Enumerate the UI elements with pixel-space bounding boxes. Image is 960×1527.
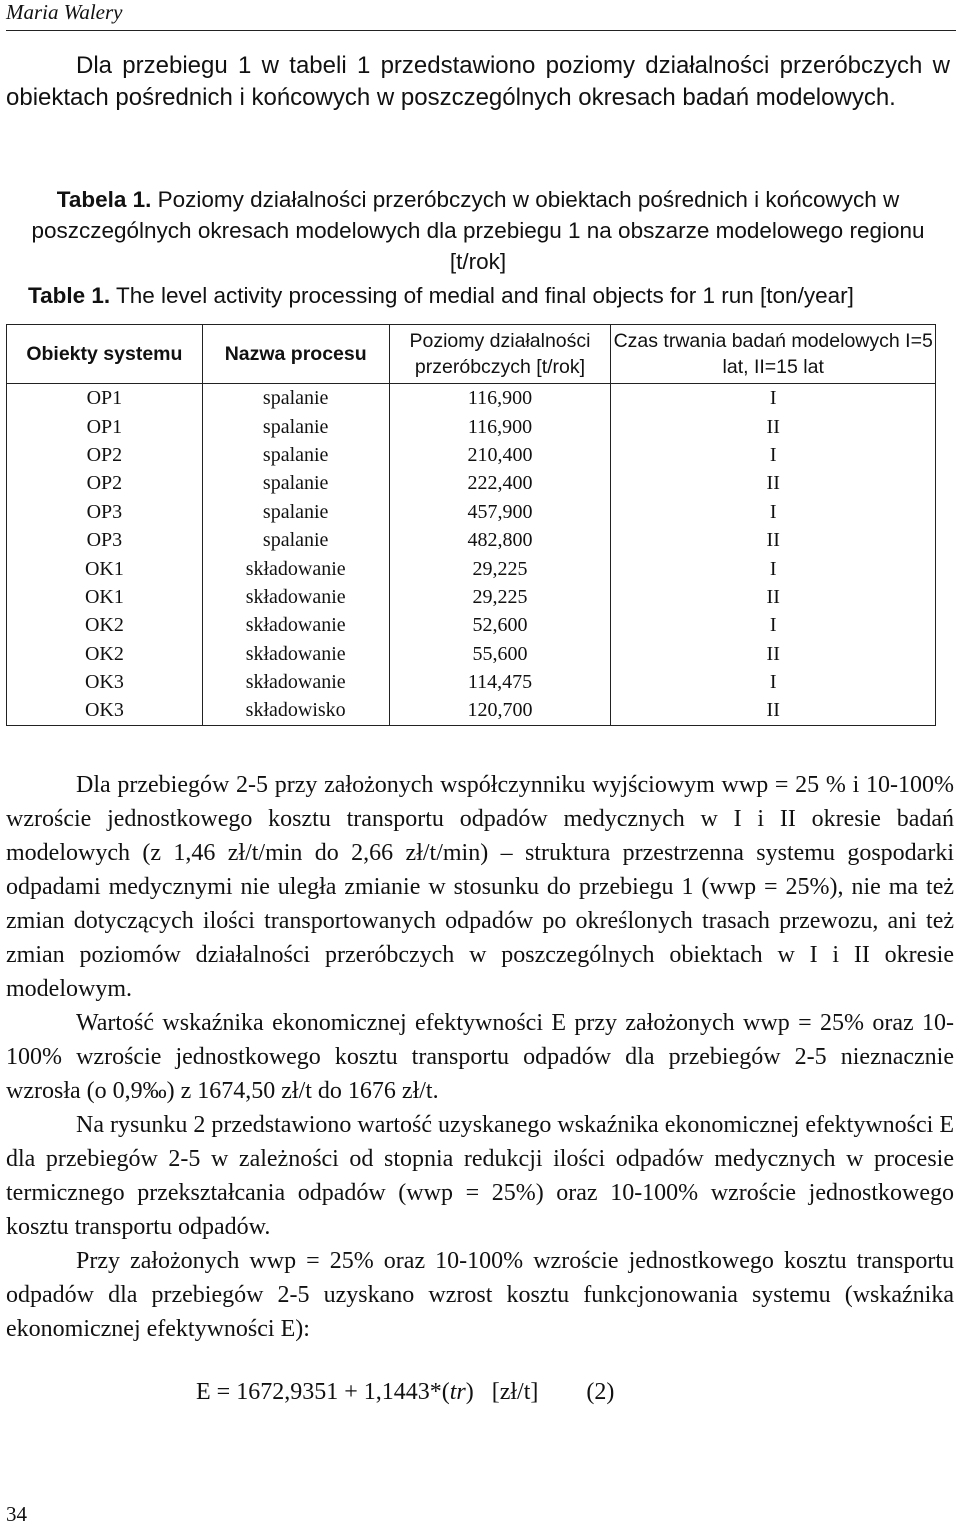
table-row bbox=[7, 441, 936, 469]
table-row bbox=[7, 640, 936, 668]
table-row bbox=[7, 412, 936, 440]
cell-poziom: 29,225 bbox=[389, 583, 611, 611]
cell-poziom: 457,900 bbox=[389, 498, 611, 526]
table-body bbox=[7, 384, 936, 726]
cell-okres: II bbox=[611, 469, 936, 497]
cell-poziom: 210,400 bbox=[389, 441, 611, 469]
cell-proces: składowanie bbox=[202, 554, 389, 582]
cell-okres: I bbox=[611, 611, 936, 639]
cell-obiekt: OP2 bbox=[7, 441, 203, 469]
table-caption-en-text: The level activity processing of medial and final objects for 1 run [ton/year] bbox=[110, 283, 854, 308]
cell-okres: I bbox=[611, 668, 936, 696]
header-poziomy: Poziomy działalności przeróbczych [t/rok] bbox=[389, 325, 611, 384]
cell-obiekt: OP3 bbox=[7, 498, 203, 526]
cell-obiekt: OK1 bbox=[7, 554, 203, 582]
cell-proces: spalanie bbox=[202, 469, 389, 497]
intro-paragraph: Dla przebiegu 1 w tabeli 1 przedstawiono poziomy działalności przeróbczych w obiektach pośrednich i końcowych w poszczególnych okresach badań modelowych. bbox=[6, 52, 950, 111]
cell-obiekt: OP2 bbox=[7, 469, 203, 497]
table-caption-en bbox=[28, 280, 958, 311]
cell-proces: spalanie bbox=[202, 384, 389, 413]
cell-proces: spalanie bbox=[202, 498, 389, 526]
cell-obiekt: OK3 bbox=[7, 668, 203, 696]
cell-obiekt: OP1 bbox=[7, 384, 203, 413]
header-obiekty: Obiekty systemu bbox=[7, 325, 203, 384]
cell-proces: składowisko bbox=[202, 696, 389, 725]
running-header-author: Maria Walery bbox=[6, 0, 123, 24]
cell-okres: II bbox=[611, 640, 936, 668]
cell-obiekt: OP1 bbox=[7, 412, 203, 440]
table-row bbox=[7, 611, 936, 639]
table-row bbox=[7, 583, 936, 611]
cell-proces: składowanie bbox=[202, 668, 389, 696]
cell-poziom: 222,400 bbox=[389, 469, 611, 497]
table-row bbox=[7, 526, 936, 554]
header-czas: Czas trwania badań modelowych I=5 lat, II=15 lat bbox=[611, 325, 936, 384]
cell-proces: składowanie bbox=[202, 611, 389, 639]
cell-okres: II bbox=[611, 583, 936, 611]
table-caption-pl bbox=[6, 184, 950, 277]
cell-okres: II bbox=[611, 526, 936, 554]
cell-obiekt: OK2 bbox=[7, 640, 203, 668]
equation-rhs: ) [zł/t] bbox=[465, 1379, 539, 1405]
table-caption-pl-text: Poziomy działalności przeróbczych w obiektach pośrednich i końcowych w poszczególnych okresach modelowych dla przebiegu 1 na obszarze modelowego regionu [t/rok] bbox=[31, 187, 925, 274]
cell-okres: I bbox=[611, 441, 936, 469]
table-row bbox=[7, 498, 936, 526]
header-nazwa: Nazwa procesu bbox=[202, 325, 389, 384]
cell-obiekt: OK2 bbox=[7, 611, 203, 639]
cell-proces: spalanie bbox=[202, 441, 389, 469]
cell-obiekt: OP3 bbox=[7, 526, 203, 554]
data-table bbox=[6, 324, 936, 726]
body-paragraph-4: Przy założonych wwp = 25% oraz 10-100% wzroście jednostkowego kosztu transportu odpadów dla przebiegów 2-5 uzyskano wzrost kosztu funkcjonowania systemu (wskaźnika ekonomicznej efektywności E): bbox=[6, 1248, 954, 1342]
cell-poziom: 482,800 bbox=[389, 526, 611, 554]
equation-number: (2) bbox=[586, 1379, 615, 1405]
cell-okres: I bbox=[611, 554, 936, 582]
cell-okres: II bbox=[611, 696, 936, 725]
cell-proces: spalanie bbox=[202, 526, 389, 554]
cell-poziom: 29,225 bbox=[389, 554, 611, 582]
equation-variable: tr bbox=[449, 1379, 466, 1405]
body-paragraph-2: Wartość wskaźnika ekonomicznej efektywności E przy założonych wwp = 25% oraz 10-100% wzroście jednostkowego kosztu transportu odpadów dla przebiegów 2-5 nieznacznie wzrosła (o 0,9‰) z 1674,50 zł/t do 1676 zł/t. bbox=[6, 1010, 954, 1104]
table-caption-en-label: Table 1. bbox=[28, 283, 111, 308]
page-number: 34 bbox=[6, 1502, 27, 1526]
cell-poziom: 116,900 bbox=[389, 412, 611, 440]
body-text bbox=[6, 768, 954, 1346]
cell-obiekt: OK3 bbox=[7, 696, 203, 725]
cell-poziom: 120,700 bbox=[389, 696, 611, 725]
cell-proces: składowanie bbox=[202, 640, 389, 668]
equation-lhs: E = 1672,9351 + 1,1443*( bbox=[196, 1379, 450, 1405]
cell-poziom: 52,600 bbox=[389, 611, 611, 639]
table-row bbox=[7, 696, 936, 725]
cell-okres: I bbox=[611, 384, 936, 413]
body-paragraph-1: Dla przebiegów 2-5 przy założonych współczynniku wyjściowym wwp = 25 % i 10-100% wzroście jednostkowego kosztu transportu odpadów medycznych w I i II okresie badań modelowych (z 1,46 zł/t/min do 2,66 zł/t/min) – struktura przestrzenna systemu gospodarki odpadami medycznymi nie uległa zmianie w stosunku do przebiegu 1 (wwp = 25%), nie ma też zmian dotyczących ilości transportowanych odpadów po określonych trasach przewozu, ani też zmian poziomów działalności przeróbczych w poszczególnych obiektach w I i II okresie modelowym. bbox=[6, 772, 954, 1002]
table-row bbox=[7, 668, 936, 696]
table-row bbox=[7, 384, 936, 413]
body-paragraph-3: Na rysunku 2 przedstawiono wartość uzyskanego wskaźnika ekonomicznej efektywności E dla przebiegów 2-5 w zależności od stopnia redukcji ilości odpadów medycznych w procesie termicznego przekształcania odpadów (wwp = 25%) oraz 10-100% wzroście jednostkowego kosztu transportu odpadów. bbox=[6, 1112, 954, 1240]
cell-proces: spalanie bbox=[202, 412, 389, 440]
table-header-row bbox=[7, 325, 936, 384]
equation-2 bbox=[196, 1379, 614, 1406]
header-rule bbox=[6, 30, 956, 31]
table-caption-pl-label: Tabela 1. bbox=[56, 187, 152, 212]
cell-poziom: 114,475 bbox=[389, 668, 611, 696]
cell-okres: I bbox=[611, 498, 936, 526]
cell-proces: składowanie bbox=[202, 583, 389, 611]
cell-poziom: 55,600 bbox=[389, 640, 611, 668]
cell-poziom: 116,900 bbox=[389, 384, 611, 413]
cell-obiekt: OK1 bbox=[7, 583, 203, 611]
table-row bbox=[7, 469, 936, 497]
table-row bbox=[7, 554, 936, 582]
cell-okres: II bbox=[611, 412, 936, 440]
